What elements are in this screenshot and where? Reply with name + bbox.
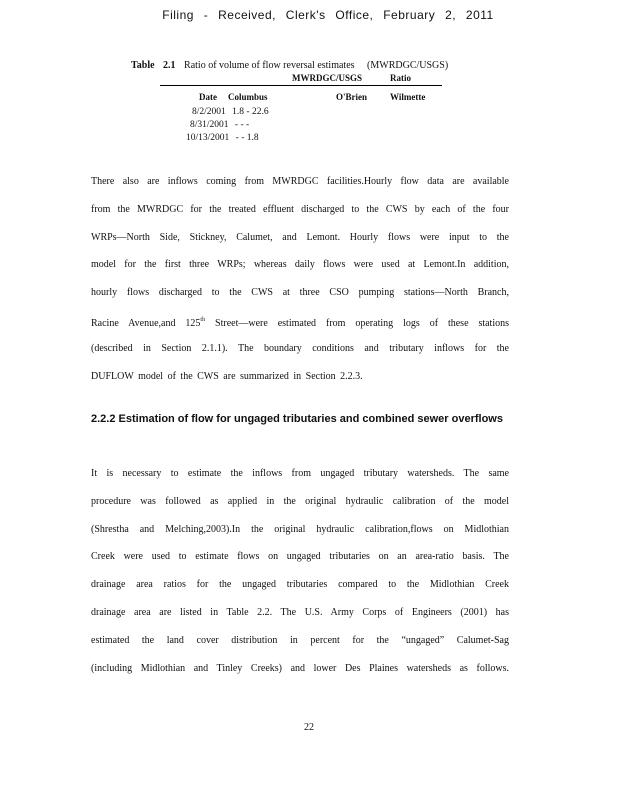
table-col-columbus: Columbus (228, 92, 268, 102)
table-row (186, 133, 259, 143)
text-line: There also are inflows coming from MWRDGC facilities.Hourly flow data are available (91, 176, 509, 187)
table-cell-values: - - - (234, 120, 250, 130)
table-number: 2.1 (163, 60, 176, 71)
table-cell-date: 8/31/2001 (190, 120, 229, 130)
text-line: model for the first three WRPs; whereas daily flows were used at Lemont.In addition, (91, 259, 509, 271)
table-col-obrien: O'Brien (336, 92, 367, 102)
paragraph-ungaged (91, 460, 509, 682)
table-label: Table (131, 60, 155, 71)
text-line: WRPs—North Side, Stickney, Calumet, and Lemont. Hourly flows were input to the (91, 231, 509, 243)
table-title: Ratio of volume of flow reversal estimates (184, 60, 355, 71)
table-cell-date: 8/2/2001 (192, 107, 226, 117)
text-fragment: Racine Avenue,and 125 (91, 317, 201, 329)
table-subheader-left: MWRDGC/USGS (292, 73, 363, 83)
text-line-with-superscript (91, 307, 509, 335)
text-line: estimated the land cover distribution in percent for the “ungaged” Calumet-Sag (91, 634, 509, 646)
text-fragment: Street—were estimated from operating logs of these stations (215, 317, 510, 329)
table-row (190, 120, 249, 130)
table-cell-date: 10/13/2001 (186, 133, 230, 143)
table-title-suffix: (MWRDGC/USGS) (367, 60, 449, 71)
table-caption (131, 60, 448, 71)
text-line: drainage area are listed in Table 2.2. The U.S. Army Corps of Engineers (2001) has (91, 606, 509, 618)
text-line: It is necessary to estimate the inflows from ungaged tributary watersheds. The same (91, 468, 509, 479)
text-line: procedure was followed as applied in the original hydraulic calibration of the model (91, 495, 509, 507)
text-line: (including Midlothian and Tinley Creeks) and lower Des Plaines watersheds as follows. (91, 662, 509, 674)
text-line: DUFLOW model of the CWS are summarized in Section 2.2.3. (91, 370, 363, 382)
table-col-date: Date (199, 92, 217, 102)
table-cell-values: - - 1.8 (235, 133, 259, 143)
table-cell-values: 1.8 - 22.6 (232, 107, 269, 117)
text-line: Creek were used to estimate flows on ungaged tributaries on an area-ratio basis. The (91, 551, 509, 563)
table-col-wilmette: Wilmette (390, 92, 426, 102)
paragraph-inflows (91, 168, 509, 390)
text-line: (Shrestha and Melching,2003).In the original hydraulic calibration,flows on Midlothian (91, 523, 509, 535)
text-line: (described in Section 2.1.1). The boundary conditions and tributary inflows for the (91, 342, 509, 354)
text-line: drainage area ratios for the ungaged tributaries compared to the Midlothian Creek (91, 579, 509, 591)
page-number: 22 (304, 722, 314, 733)
text-line: from the MWRDGC for the treated effluent discharged to the CWS by each of the four (91, 203, 509, 215)
table-rule (160, 85, 442, 86)
filing-header: Filing - Received, Clerk's Office, February 2, 2011 (162, 8, 494, 22)
superscript: th (200, 316, 206, 323)
table-row (192, 107, 269, 117)
text-line: hourly flows discharged to the CWS at three CSO pumping stations—North Branch, (91, 287, 509, 299)
table-subheader-right: Ratio (390, 73, 411, 83)
section-heading: 2.2.2 Estimation of flow for ungaged tributaries and combined sewer overflows (91, 413, 503, 425)
